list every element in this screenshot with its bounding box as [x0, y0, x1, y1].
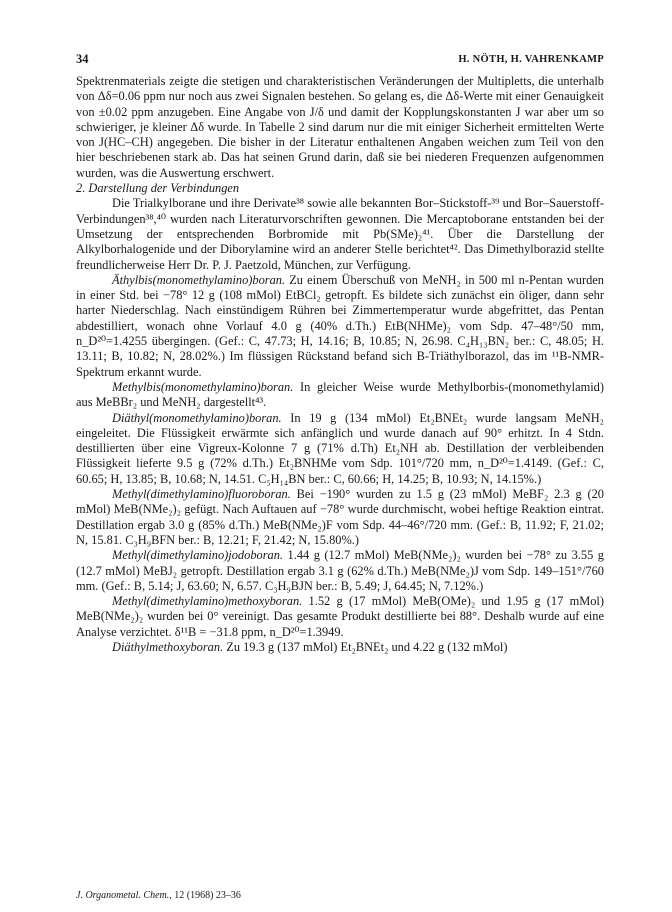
compound-text: 1.52 g (17 mMol) MeB(OMe)₂ und 1.95 g (17 mMol) MeB(NMe₂)₂ wurden bei 0° vereinigt. Das gesamte Produkt destillierte bei 88°. Deshalb wurde auf eine Analyse verzichtet. δ¹¹B = −31.8 ppm, n_D²⁰=1.3949. [76, 594, 604, 639]
compound-title: Äthylbis(monomethylamino)boran. [112, 272, 286, 287]
journal-citation: 12 (1968) 23–36 [174, 890, 241, 901]
paragraph-compound [76, 640, 604, 655]
running-header [76, 52, 604, 74]
paragraph-nmr-discussion: Spektrenmaterials zeigte die stetigen und charakteristischen Veränderungen der Multipletts, die unterhalb von Δδ=0.06 ppm nur noch aus zwei Signalen bestehen. So gelang es, die Δδ-Werte mit einer Genauigkeit von ±0.02 ppm anzugeben. Eine Angabe von J/δ und damit der Kopplungskonstanten J war aber um so schwieriger, je kleiner Δδ wurde. In Tabelle 2 sind darum nur die mit einiger Sicherheit ermittelten Werte von J(HC–CH) angegeben. Die bisher in der Literatur enthaltenen Angaben weichen zum Teil von den hier beschriebenen stark ab. Das hat seinen Grund darin, daß sie bei niederen Frequenzen aufgenommen wurden, was die Auswertung erschwert. [76, 74, 604, 180]
compound-title: Diäthyl(monomethylamino)boran. [112, 410, 282, 425]
paragraph-compound [76, 411, 604, 487]
journal-name: J. Organometal. Chem., [76, 890, 175, 901]
compound-title: Methyl(dimethylamino)methoxyboran. [112, 594, 303, 609]
journal-footer [76, 890, 241, 901]
section-heading: 2. Darstellung der Verbindungen [76, 181, 240, 196]
running-head-authors: H. NÖTH, H. VAHRENKAMP [458, 54, 604, 65]
compound-text: In gleicher Weise wurde Methylborbis-(monomethylamid) aus MeBBr₂ und MeNH₂ dargestellt⁴³. [76, 379, 604, 410]
compound-title: Diäthylmethoxyboran. [112, 639, 224, 654]
paragraph-compound [76, 487, 604, 548]
compound-text: In 19 g (134 mMol) Et₂BNEt₂ wurde langsam MeNH₂ eingeleitet. Die Flüssigkeit erwärmte sich anfänglich und wurde danach auf 90° erhitzt. In 4 Stdn. destillierten über eine Vigreux-Kolonne 7 g (71% d.Th) Et₂NH ab. Destillation der verbleibenden Flüssigkeit lieferte 9.5 g (72% d.Th.) Et₂BNHMe vom Sdp. 101°/720 mm, n_D²⁰=1.4149. (Gef.: C, 60.65; H, 13.85; B, 10.68; N, 14.51. C₅H₁₄BN ber.: C, 60.66; H, 14.25; B, 10.93; N, 14.15%.) [76, 410, 604, 486]
compound-text: Bei −190° wurden zu 1.5 g (23 mMol) MeBF₂ 2.3 g (20 mMol) MeB(NMe₂)₂ gefügt. Nach Auftauen auf −78° wurde durchmischt, wobei heftige Reaktion eintrat. Destillation ergab 3.0 g (85% d.Th.) MeB(NMe₂)F vom Sdp. 44–46°/720 mm. (Gef.: B, 11.92; F, 21.02; N, 15.81. C₃H₉BFN ber.: B, 12.21; F, 21.42; N, 15.80%.) [76, 487, 604, 547]
compound-text: Zu einem Überschuß von MeNH₂ in 500 ml n-Pentan wurden in einer Std. bei −78° 12 g (108 mMol) EtBCl₂ getropft. Es bildete sich zunächst ein öliger, dann sehr harter Niederschlag. Nach einstündigem Rühren bei Zimmertemperatur wurde abgefrittet, das Pentan abdestilliert, wonach ohne Vorlauf 4.0 g (40% d.Th.) EtB(NHMe)₂ vom Sdp. 47–48°/50 mm, n_D²⁰=1.4255 übergingen. (Gef.: C, 47.73; H, 14.16; B, 10.85; N, 26.98. C₄H₁₃BN₂ ber.: C, 48.05; H. 13.11; B, 10.82; N, 28.02%.) Im flüssigen Rückstand befand sich B-Triäthylborazol, das im ¹¹B-NMR-Spektrum erkannt wurde. [76, 272, 604, 379]
paragraph-compound [76, 548, 604, 594]
compound-text: 1.44 g (12.7 mMol) MeB(NMe₂)₂ wurden bei −78° zu 3.55 g (12.7 mMol) MeBJ₂ getropft. Destillation ergab 3.1 g (62% d.Th.) MeB(NMe₂)J vom Sdp. 149–151°/760 mm. (Gef.: B, 5.14; J, 63.60; N, 6.57. C₃H₉BJN ber.: B, 5.49; J, 64.45; N, 7.12%.) [76, 548, 604, 593]
paragraph-compound [76, 594, 604, 640]
compound-title: Methyl(dimethylamino)fluoroboran. [112, 487, 291, 502]
paragraph-preparation-intro: Die Trialkylborane und ihre Derivate³⁸ sowie alle bekannten Bor–Stickstoff-³⁹ und Bor–Sauerstoff-Verbindungen³⁸,⁴⁰ wurden nach Literaturvorschriften gewonnen. Die Mercaptoborane entstanden bei der Umsetzung der entsprechenden Borbromide mit Pb(SMe)₂⁴¹. Über die Darstellung der Alkylborhalogenide und der Diborylamine wird an anderer Stelle berichtet⁴². Das Dimethylborazid stellte freundlicherweise Herr Dr. P. J. Paetzold, München, zur Verfügung. [76, 196, 604, 272]
compound-title: Methylbis(monomethylamino)boran. [112, 379, 294, 394]
page-number: 34 [76, 52, 89, 66]
article-body [76, 74, 604, 655]
compound-text: Zu 19.3 g (137 mMol) Et₂BNEt₂ und 4.22 g (132 mMol) [223, 639, 508, 654]
page [76, 52, 604, 655]
paragraph-compound [76, 273, 604, 380]
paragraph-compound [76, 380, 604, 411]
compound-title: Methyl(dimethylamino)jodoboran. [112, 548, 284, 563]
